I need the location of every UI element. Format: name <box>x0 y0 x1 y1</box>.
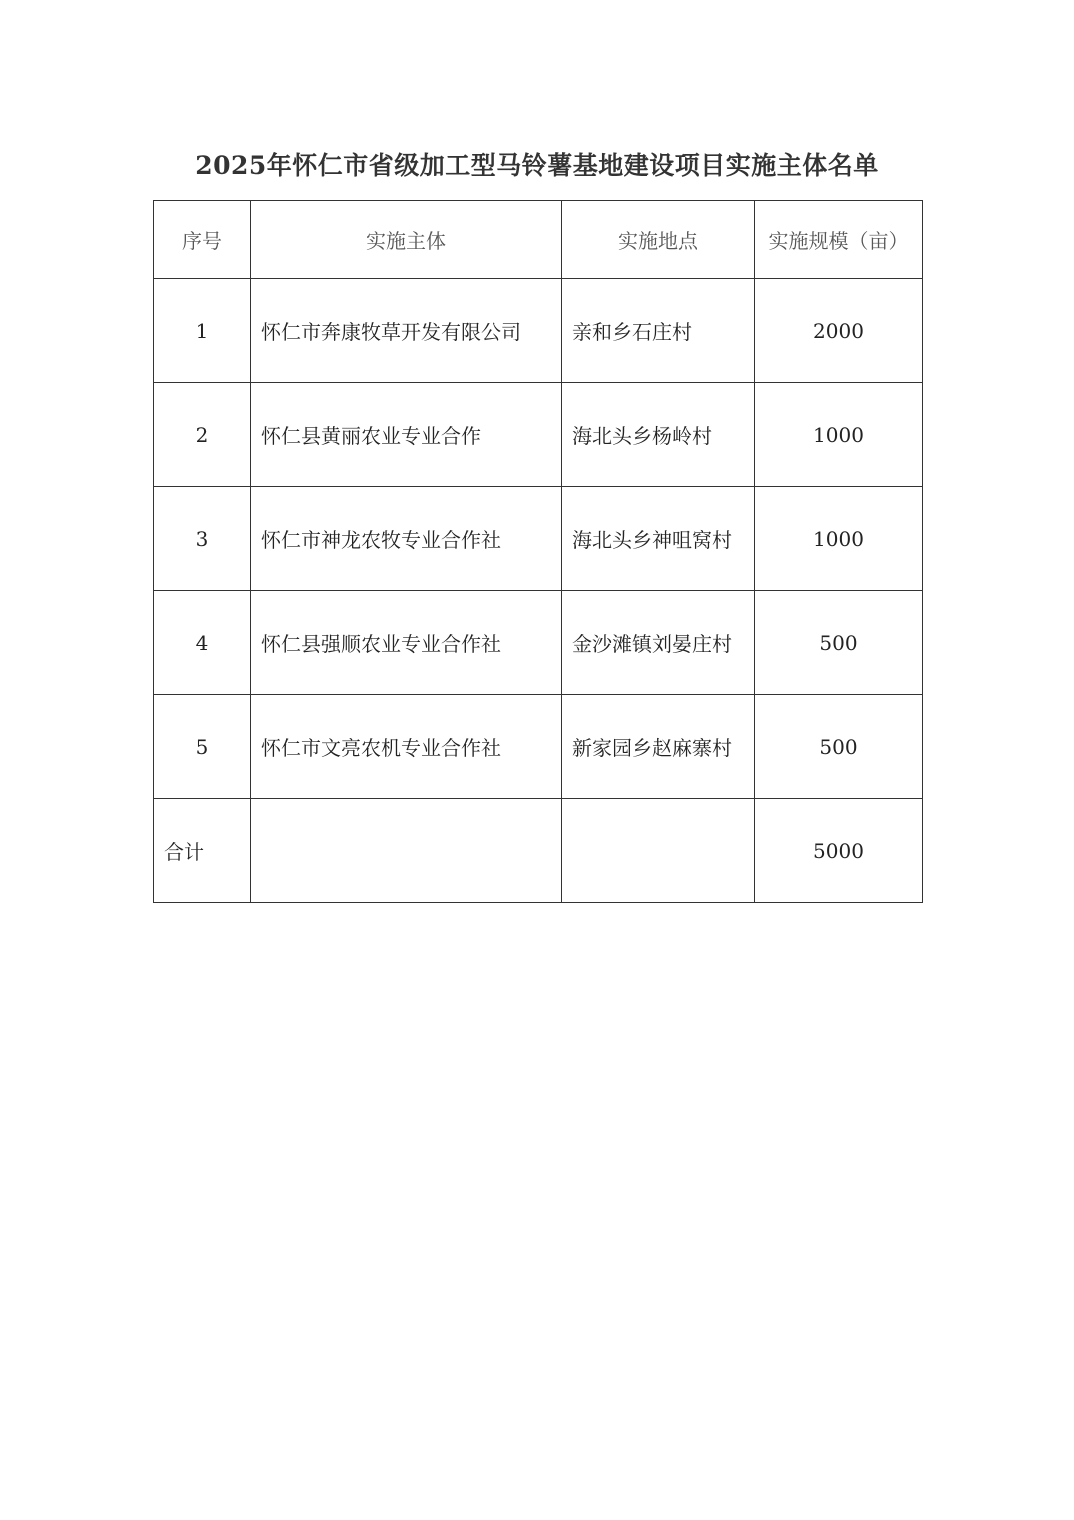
table-row <box>154 695 923 799</box>
table-row <box>154 487 923 591</box>
table-row <box>154 383 923 487</box>
row-index: 4 <box>154 591 251 695</box>
total-label: 合计 <box>154 799 251 903</box>
row-entity: 怀仁县强顺农业专业合作社 <box>251 591 562 695</box>
implementation-entity-table <box>153 200 923 903</box>
row-index: 1 <box>154 279 251 383</box>
row-index: 2 <box>154 383 251 487</box>
row-scale: 500 <box>755 695 923 799</box>
header-entity: 实施主体 <box>251 201 562 279</box>
table-row <box>154 279 923 383</box>
document-title: 2025年怀仁市省级加工型马铃薯基地建设项目实施主体名单 <box>195 151 879 180</box>
header-index: 序号 <box>154 201 251 279</box>
table-row <box>154 591 923 695</box>
row-entity: 怀仁市神龙农牧专业合作社 <box>251 487 562 591</box>
row-location: 亲和乡石庄村 <box>562 279 755 383</box>
row-location: 海北头乡杨岭村 <box>562 383 755 487</box>
row-scale: 500 <box>755 591 923 695</box>
row-entity: 怀仁县黄丽农业专业合作 <box>251 383 562 487</box>
row-index: 3 <box>154 487 251 591</box>
total-entity <box>251 799 562 903</box>
row-index: 5 <box>154 695 251 799</box>
row-scale: 2000 <box>755 279 923 383</box>
table-total-row <box>154 799 923 903</box>
row-scale: 1000 <box>755 383 923 487</box>
header-location: 实施地点 <box>562 201 755 279</box>
row-entity: 怀仁市文亮农机专业合作社 <box>251 695 562 799</box>
total-scale: 5000 <box>755 799 923 903</box>
header-scale: 实施规模（亩） <box>755 201 923 279</box>
row-location: 海北头乡神咀窝村 <box>562 487 755 591</box>
row-location: 金沙滩镇刘晏庄村 <box>562 591 755 695</box>
table-header-row <box>154 201 923 279</box>
total-location <box>562 799 755 903</box>
row-location: 新家园乡赵麻寨村 <box>562 695 755 799</box>
row-entity: 怀仁市奔康牧草开发有限公司 <box>251 279 562 383</box>
row-scale: 1000 <box>755 487 923 591</box>
